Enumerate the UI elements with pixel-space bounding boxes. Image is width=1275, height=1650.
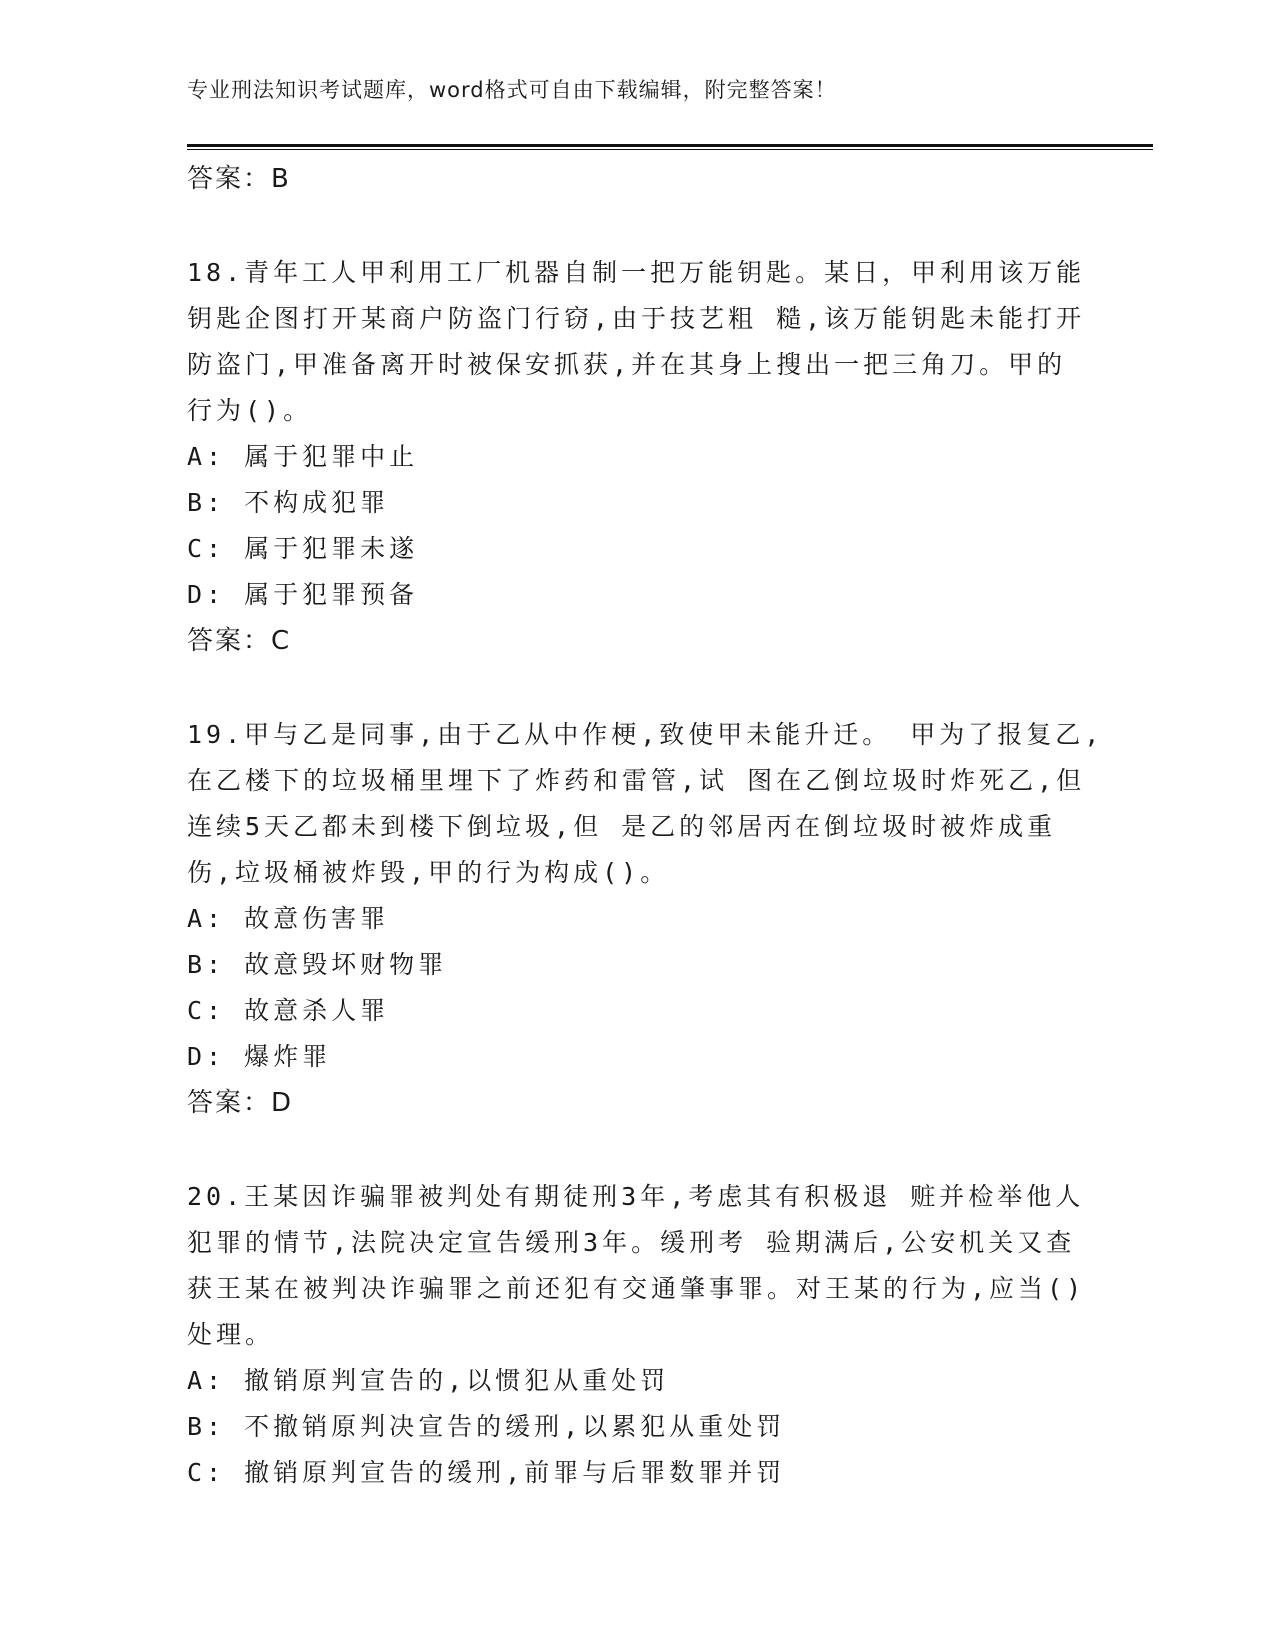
question-line: 处理。 [187,1320,275,1349]
document-body [187,156,1104,1496]
option-a: A: 故意伤害罪 [187,904,390,933]
question-line: 在乙楼下的垃圾桶里埋下了炸药和雷管,试 图在乙倒垃圾时炸死乙,但 [187,766,1086,795]
spacer [187,664,1067,712]
question-line: 行为()。 [187,396,313,425]
question-19-text [187,712,1104,896]
option-c: C: 撤销原判宣告的缓刑,前罪与后罪数罪并罚 [187,1458,786,1487]
spacer [187,1126,1067,1174]
question-line: 获王某在被判决诈骗罪之前还犯有交通肇事罪。对王某的行为,应当() [187,1274,1086,1303]
page-header: 专业刑法知识考试题库，word格式可自由下载编辑，附完整答案！ [187,78,837,102]
question-19 [187,712,1104,1126]
question-line: 20.王某因诈骗罪被判处有期徒刑3年,考虑其有积极退 赃并检举他人 [187,1182,1085,1211]
option-a: A: 属于犯罪中止 [187,442,419,471]
answer-18: 答案：C [187,626,292,656]
option-d: D: 爆炸罪 [187,1042,332,1071]
question-line: 伤,垃圾桶被炸毁,甲的行为构成()。 [187,858,670,887]
question-20 [187,1174,1086,1496]
question-18 [187,250,1086,664]
question-20-text [187,1174,1086,1358]
question-line: 犯罪的情节,法院决定宣告缓刑3年。缓刑考 验期满后,公安机关又查 [187,1228,1076,1257]
question-line: 18.青年工人甲利用工厂机器自制一把万能钥匙。某日，甲利用该万能 [187,258,1086,287]
option-b: B: 不撤销原判决宣告的缓刑,以累犯从重处罚 [187,1412,786,1441]
question-line: 钥匙企图打开某商户防盗门行窃,由于技艺粗 糙,该万能钥匙未能打开 [187,304,1086,333]
option-d: D: 属于犯罪预备 [187,580,419,609]
question-18-text [187,250,1086,434]
option-c: C: 属于犯罪未遂 [187,534,419,563]
spacer [187,202,1067,250]
option-b: B: 故意毁坏财物罪 [187,950,448,979]
option-a: A: 撤销原判宣告的,以惯犯从重处罚 [187,1366,670,1395]
option-c: C: 故意杀人罪 [187,996,390,1025]
header-divider [187,144,1153,150]
option-b: B: 不构成犯罪 [187,488,390,517]
answer-previous: 答案：B [187,164,291,194]
question-line: 19.甲与乙是同事,由于乙从中作梗,致使甲未能升迁。 甲为了报复乙, [187,720,1104,749]
answer-19: 答案：D [187,1088,294,1118]
question-line: 防盗门,甲准备离开时被保安抓获,并在其身上搜出一把三角刀。甲的 [187,350,1067,379]
question-line: 连续5天乙都未到楼下倒垃圾,但 是乙的邻居丙在倒垃圾时被炸成重 [187,812,1057,841]
